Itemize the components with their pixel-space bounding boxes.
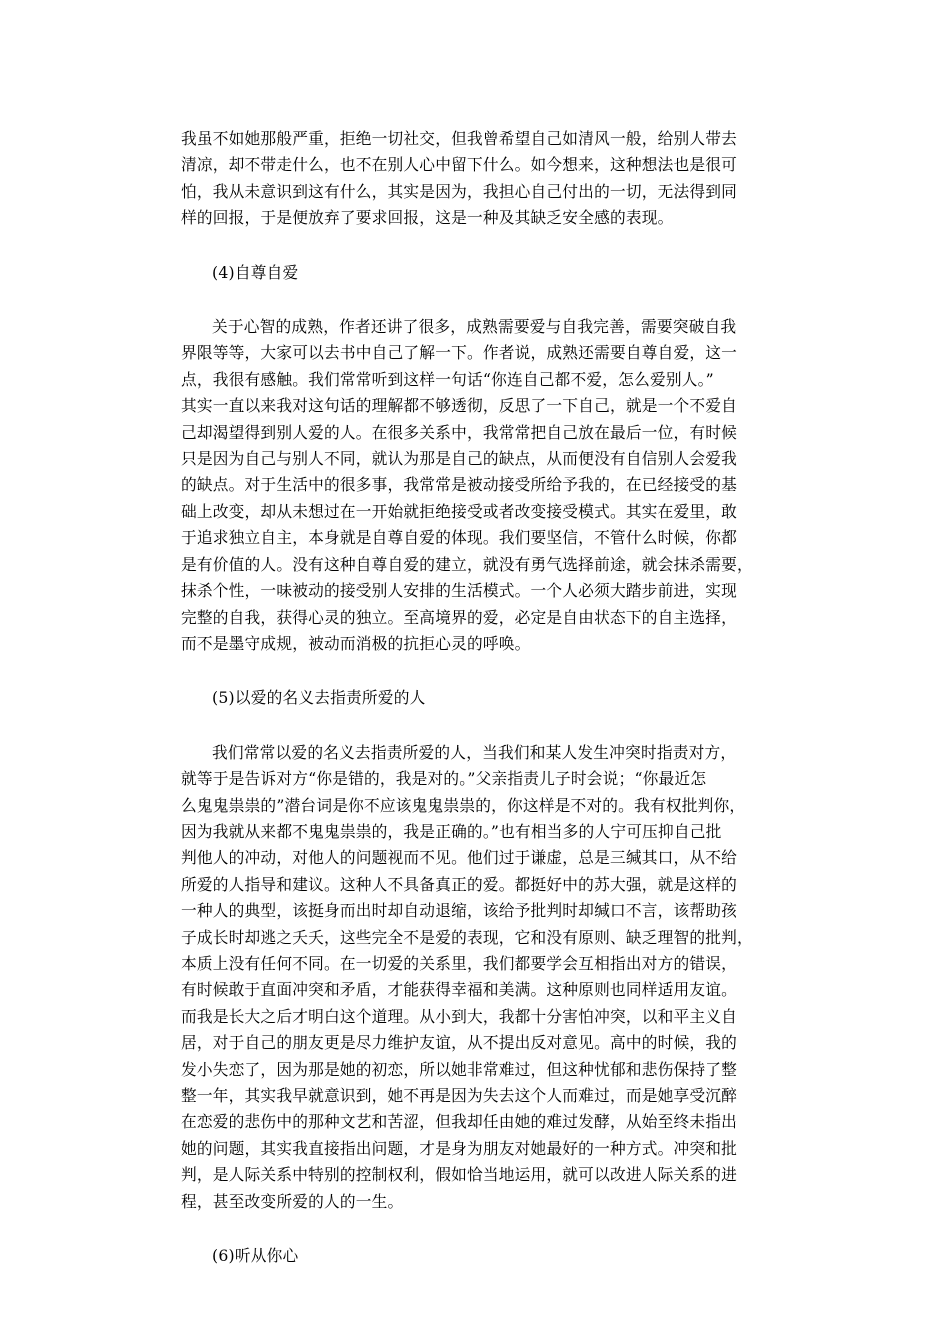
text-line: 点，我很有感触。我们常常听到这样一句话“你连自己都不爱，怎么爱别人。” [181, 369, 714, 389]
text-line: 就等于是告诉对方“你是错的，我是对的。”父亲指责儿子时会说；“你最近怎 [181, 769, 707, 789]
spacer [181, 286, 781, 314]
text-line: 关于心智的成熟，作者还讲了很多，成熟需要爱与自我完善，需要突破自我 [212, 317, 737, 337]
text-line: 而不是墨守成规，被动而消极的抗拒心灵的呼唤。 [181, 633, 531, 653]
text-line: 而我是长大之后才明白这个道理。从小到大，我都十分害怕冲突，以和平主义自 [181, 1006, 738, 1026]
spacer [181, 232, 781, 260]
spacer [181, 712, 781, 740]
text-line: 只是因为自己与别人不同，就认为那是自己的缺点，从而便没有自信别人会爱我 [181, 449, 738, 469]
text-line: 的缺点。对于生活中的很多事，我常常是被动接受所给予我的，在已经接受的基 [181, 475, 738, 495]
text-line: 怕，我从未意识到这有什么，其实是因为，我担心自己付出的一切，无法得到同 [181, 181, 738, 201]
text-line: 界限等等，大家可以去书中自己了解一下。作者说，成熟还需要自尊自爱，这一 [181, 343, 738, 363]
text-line: 完整的自我，获得心灵的独立。至高境界的爱，必定是自由状态下的自主选择， [181, 607, 738, 627]
text-line: 于追求独立自主，本身就是自尊自爱的体现。我们要坚信，不管什么时候，你都 [181, 528, 738, 548]
text-line: 己却渴望得到别人爱的人。在很多关系中，我常常把自己放在最后一位，有时候 [181, 422, 738, 442]
spacer [181, 1215, 781, 1243]
text-line: 一种人的典型，该挺身而出时却自动退缩，该给予批判时却缄口不言，该帮助孩 [181, 901, 738, 921]
text-line: 其实一直以来我对这句话的理解都不够透彻，反思了一下自己，就是一个不爱自 [181, 396, 738, 416]
text-line: 程，甚至改变所爱的人的一生。 [181, 1191, 404, 1211]
text-line: 判，是人际关系中特别的控制权利，假如恰当地运用，就可以改进人际关系的进 [181, 1165, 738, 1185]
text-line: 在恋爱的悲伤中的那种文艺和苦涩，但我却任由她的难过发酵，从始至终未指出 [181, 1112, 738, 1132]
text-line: 发小失恋了，因为那是她的初恋，所以她非常难过，但这种忧郁和悲伤保持了整 [181, 1059, 738, 1079]
section-heading-6: (6)听从你心 [212, 1246, 299, 1266]
document-body [181, 126, 781, 1269]
paragraph-2 [181, 314, 781, 657]
spacer [181, 657, 781, 685]
text-line: 我虽不如她那般严重，拒绝一切社交，但我曾希望自己如清风一般，给别人带去 [181, 129, 738, 148]
text-line: 她的问题，其实我直接指出问题，才是身为朋友对她最好的一种方式。冲突和批 [181, 1138, 738, 1158]
text-line: 是有价值的人。没有这种自尊自爱的建立，就没有勇气选择前途，就会抹杀需要， [181, 554, 753, 574]
section-heading-5: (5)以爱的名义去指责所爱的人 [212, 688, 426, 708]
text-line: 居，对于自己的朋友更是尽力维护友谊，从不提出反对意见。高中的时候，我的 [181, 1033, 738, 1053]
paragraph-1 [181, 126, 781, 232]
text-line: 清凉，却不带走什么，也不在别人心中留下什么。如今想来，这种想法也是很可 [181, 155, 738, 175]
text-line: 抹杀个性，一味被动的接受别人安排的生活模式。一个人必须大踏步前进，实现 [181, 581, 738, 601]
text-line: 么鬼鬼祟祟的”潜台词是你不应该鬼鬼祟祟的，你这样是不对的。我有权批判你， [181, 795, 746, 815]
text-line: 础上改变，却从未想过在一开始就拒绝接受或者改变接受模式。其实在爱里，敢 [181, 501, 738, 521]
text-line: 因为我就从来都不鬼鬼祟祟的，我是正确的。”也有相当多的人宁可压抑自己批 [181, 821, 722, 841]
text-line: 子成长时却逃之夭夭，这些完全不是爱的表现，它和没有原则、缺乏理智的批判， [181, 927, 753, 947]
text-line: 所爱的人指导和建议。这种人不具备真正的爱。都挺好中的苏大强，就是这样的 [181, 874, 738, 894]
text-line: 我们常常以爱的名义去指责所爱的人，当我们和某人发生冲突时指责对方， [212, 742, 737, 762]
text-line: 样的回报，于是便放弃了要求回报，这是一种及其缺乏安全感的表现。 [181, 208, 674, 228]
section-heading-4: (4)自尊自爱 [212, 262, 299, 282]
paragraph-3 [181, 740, 781, 1215]
text-line: 有时候敢于直面冲突和矛盾，才能获得幸福和美满。这种原则也同样适用友谊。 [181, 980, 738, 1000]
text-line: 本质上没有任何不同。在一切爱的关系里，我们都要学会互相指出对方的错误， [181, 953, 738, 973]
text-line: 整一年，其实我早就意识到，她不再是因为失去这个人而难过，而是她享受沉醉 [181, 1086, 738, 1105]
text-line: 判他人的冲动，对他人的问题视而不见。他们过于谦虚，总是三缄其口，从不给 [181, 848, 738, 868]
